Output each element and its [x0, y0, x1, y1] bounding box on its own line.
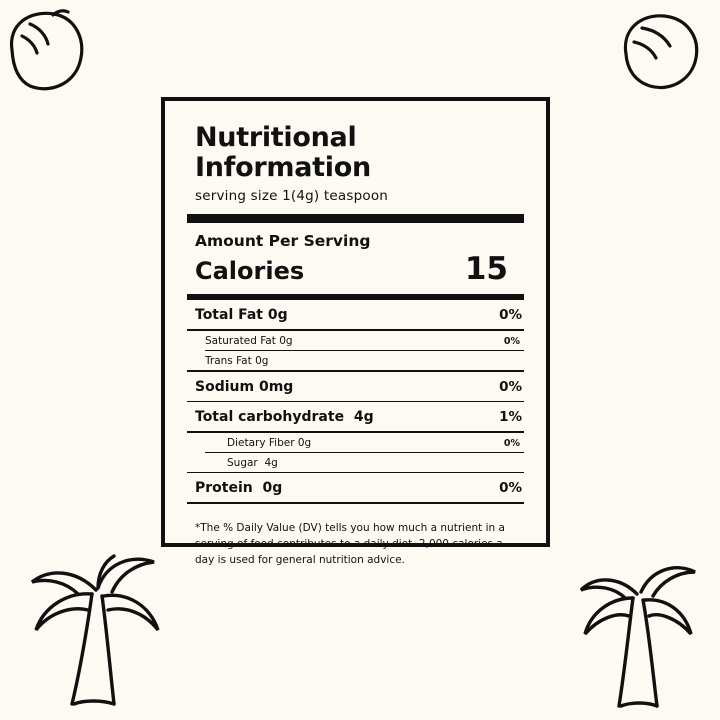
- amount-per-serving-label: Amount Per Serving: [195, 232, 371, 251]
- nutrient-row-total-fat: [187, 300, 524, 329]
- nutrient-name-sodium: Sodium: [195, 378, 255, 395]
- nutrient-row-sugar: [187, 453, 524, 472]
- nutrient-row-protein: [187, 473, 524, 502]
- palm-tree-illustration-bottom-right: [571, 562, 706, 712]
- palm-tree-illustration-bottom-left: [14, 552, 174, 712]
- nutrient-name-trans-fat: Trans Fat: [205, 354, 252, 367]
- nutrient-amount-dietary-fiber: 0g: [297, 436, 312, 449]
- nutrient-row-dietary-fiber: [187, 433, 524, 452]
- nutrient-dv-total-fat: 0%: [499, 307, 522, 324]
- coconut-illustration-top-right: [612, 8, 712, 100]
- page-title: Nutritional Information: [195, 122, 371, 183]
- divider-thick-top: [187, 214, 524, 223]
- nutrient-name-total-carbohydrate: Total carbohydrate: [195, 409, 345, 426]
- nutrient-row-saturated-fat: [187, 331, 524, 350]
- calories-section: [187, 223, 524, 294]
- nutrient-dv-dietary-fiber: 0%: [503, 437, 520, 449]
- nutrient-amount-trans-fat: 0g: [255, 354, 269, 367]
- nutrient-name-protein: Protein: [195, 480, 253, 497]
- nutrient-name-sugar: Sugar: [227, 456, 258, 469]
- calories-value: 15: [464, 251, 508, 288]
- nutrient-amount-total-carbohydrate: 4g: [353, 409, 374, 426]
- nutrient-row-total-carbohydrate: [187, 402, 524, 431]
- divider-thin-6: [187, 502, 524, 504]
- nutrient-amount-saturated-fat: 0g: [279, 334, 293, 347]
- nutrient-dv-protein: 0%: [499, 480, 522, 497]
- nutrient-dv-saturated-fat: 0%: [503, 335, 520, 347]
- daily-value-footnote: *The % Daily Value (DV) tells you how much a nutrient in a serving of food contributes to a daily diet. 2,000 calories a day is used for general nutrition advice.: [195, 521, 505, 567]
- nutrient-amount-protein: 0g: [262, 480, 283, 497]
- nutrient-name-saturated-fat: Saturated Fat: [205, 334, 276, 347]
- nutrient-name-total-fat: Total Fat: [195, 307, 264, 324]
- nutrient-amount-sugar: 4g: [264, 456, 278, 469]
- nutrient-row-sodium: [187, 372, 524, 401]
- nutrient-amount-sodium: 0mg: [258, 378, 294, 395]
- coconut-illustration-top-left: [0, 6, 110, 106]
- calories-label: Calories: [195, 257, 305, 286]
- nutrient-dv-total-carbohydrate: 1%: [499, 409, 522, 426]
- nutrient-row-trans-fat: [187, 351, 524, 370]
- serving-size-text: serving size 1(4g) teaspoon: [195, 188, 389, 205]
- nutrient-dv-sodium: 0%: [499, 378, 522, 395]
- nutrition-facts-label: [161, 97, 550, 567]
- nutrient-name-dietary-fiber: Dietary Fiber: [227, 436, 295, 449]
- nutrient-amount-total-fat: 0g: [267, 307, 288, 324]
